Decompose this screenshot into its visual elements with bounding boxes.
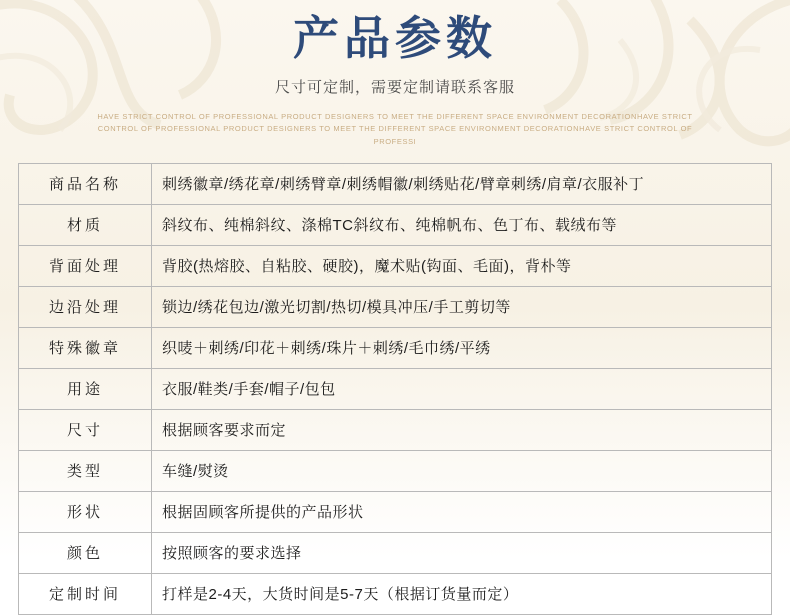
row-key: 用途 — [19, 368, 152, 409]
row-value: 刺绣徽章/绣花章/刺绣臂章/刺绣帽徽/刺绣贴花/臂章刺绣/肩章/衣服补丁 — [152, 163, 772, 204]
spec-table-body — [19, 163, 772, 614]
row-key: 类型 — [19, 450, 152, 491]
row-value: 衣服/鞋类/手套/帽子/包包 — [152, 368, 772, 409]
table-row — [19, 573, 772, 614]
row-value: 织唛＋刺绣/印花＋刺绣/珠片＋刺绣/毛巾绣/平绣 — [152, 327, 772, 368]
table-row — [19, 245, 772, 286]
page-subtitle: 尺寸可定制，需要定制请联系客服 — [274, 78, 515, 96]
table-row — [19, 409, 772, 450]
row-key: 边沿处理 — [19, 286, 152, 327]
row-value: 斜纹布、纯棉斜纹、涤棉TC斜纹布、纯棉帆布、色丁布、载绒布等 — [152, 204, 772, 245]
page-title: 产品参数 — [293, 13, 497, 64]
row-key: 颜色 — [19, 532, 152, 573]
table-row — [19, 450, 772, 491]
row-value: 按照顾客的要求选择 — [152, 532, 772, 573]
row-key: 特殊徽章 — [19, 327, 152, 368]
row-value: 打样是2-4天，大货时间是5-7天（根据订货量而定） — [152, 573, 772, 614]
table-row — [19, 368, 772, 409]
row-key: 尺寸 — [19, 409, 152, 450]
english-decorative-text: HAVE STRICT CONTROL OF PROFESSIONAL PRODUCT DESIGNERS TO MEET THE DIFFERENT SPACE ENVIRONMENT DECORATIONHAVE STRICT CONTROL OF PROFESSIONAL PRODUCT DESIGNERS TO MEET THE DIFFERENT SPACE ENVIRONMENT DECORATIONHAVE STRICT CONTROL OF PROFESSI — [97, 111, 693, 146]
row-key: 背面处理 — [19, 245, 152, 286]
header — [0, 0, 790, 149]
row-value: 根据顾客要求而定 — [152, 409, 772, 450]
row-key: 形状 — [19, 491, 152, 532]
table-row — [19, 204, 772, 245]
row-value: 背胶(热熔胶、自粘胶、硬胶)，魔术贴(钩面、毛面)，背朴等 — [152, 245, 772, 286]
row-key: 定制时间 — [19, 573, 152, 614]
row-value: 锁边/绣花包边/激光切割/热切/模具冲压/手工剪切等 — [152, 286, 772, 327]
row-key: 商品名称 — [19, 163, 152, 204]
table-row — [19, 286, 772, 327]
row-key: 材质 — [19, 204, 152, 245]
spec-table-wrap — [18, 163, 772, 615]
row-value: 车缝/熨烫 — [152, 450, 772, 491]
table-row — [19, 163, 772, 204]
row-value: 根据固顾客所提供的产品形状 — [152, 491, 772, 532]
table-row — [19, 327, 772, 368]
table-row — [19, 491, 772, 532]
table-row — [19, 532, 772, 573]
spec-table — [18, 163, 772, 615]
